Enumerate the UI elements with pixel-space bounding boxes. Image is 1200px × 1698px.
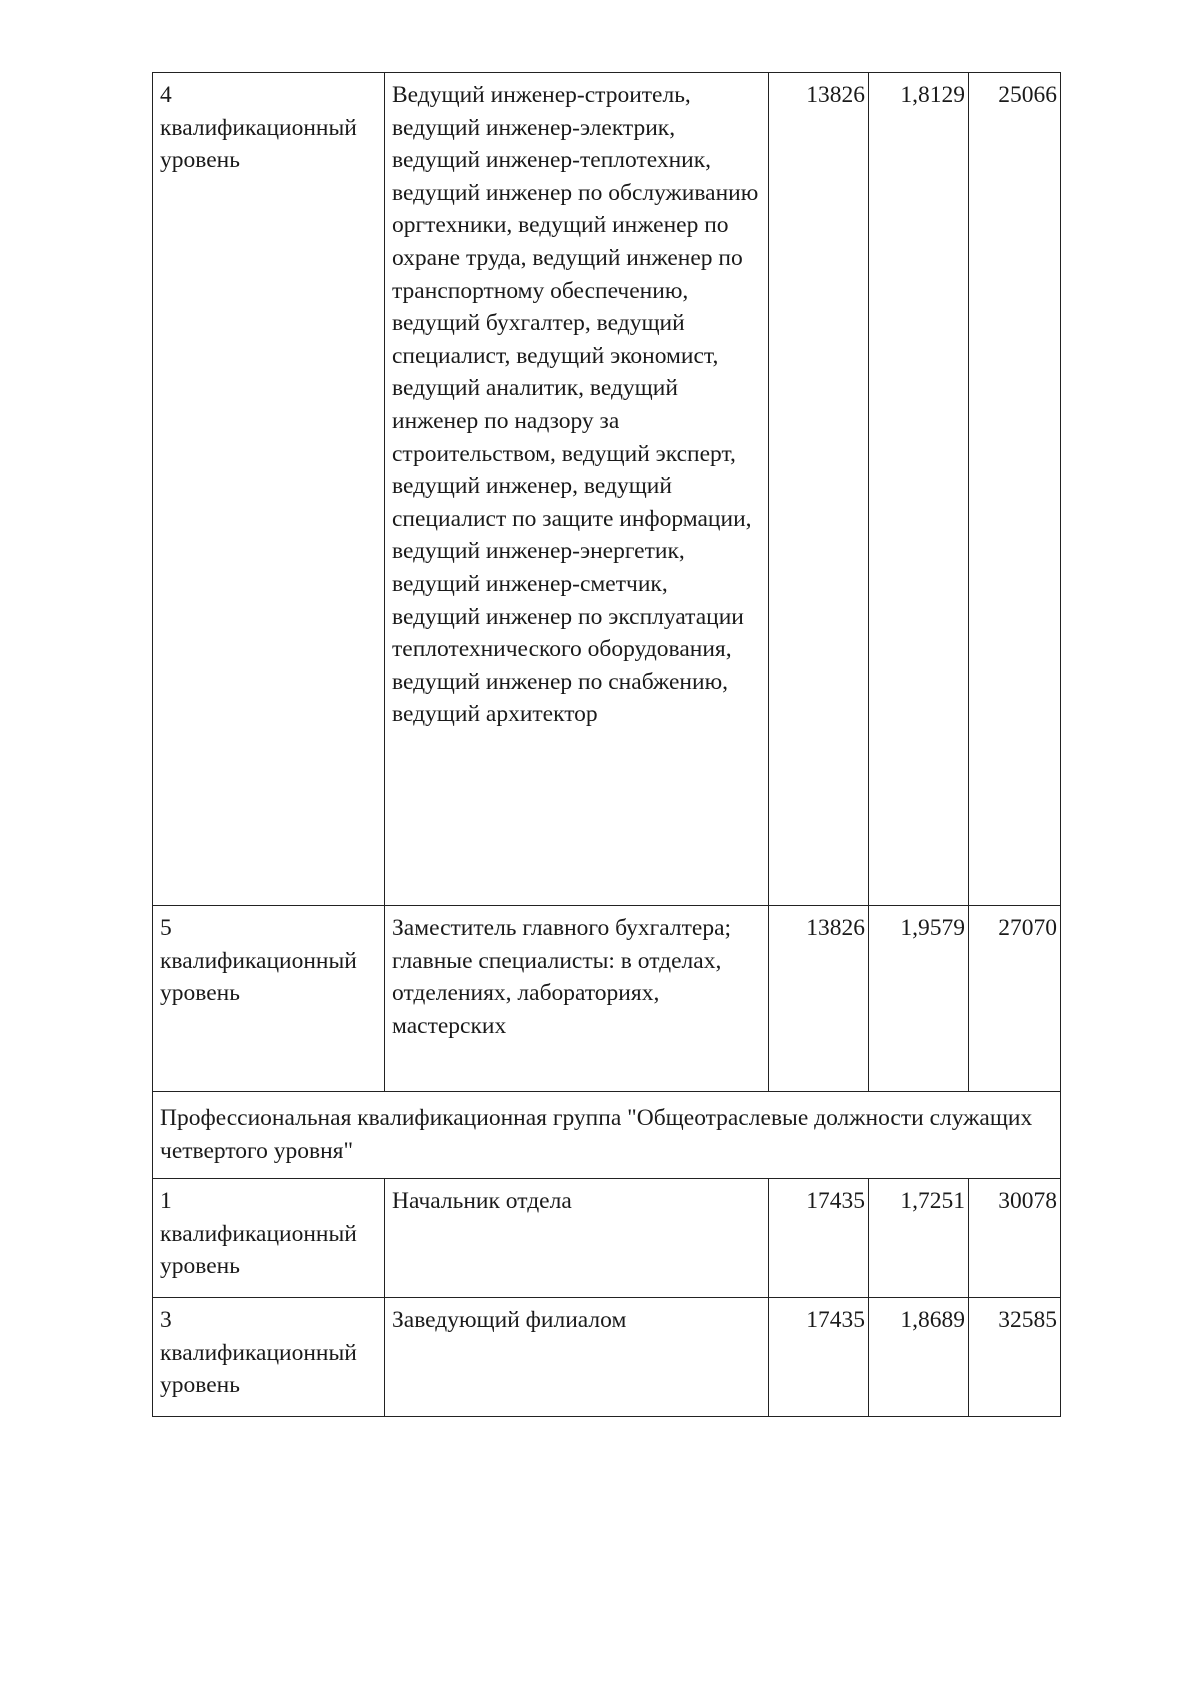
qualification-level-cell (153, 906, 385, 1092)
positions-cell: Заведующий филиалом (385, 1298, 769, 1417)
table-row (153, 1298, 1061, 1417)
base-salary-cell: 13826 (769, 73, 869, 906)
qualification-level-label: квалификационный уровень (160, 947, 357, 1007)
qualification-level-cell (153, 1298, 385, 1417)
group-header-row (153, 1092, 1061, 1179)
qualification-level-label: квалификационный уровень (160, 114, 357, 174)
coefficient-cell: 1,8129 (869, 73, 969, 906)
qualification-level-number: 1 (160, 1188, 172, 1214)
table-row (153, 1179, 1061, 1298)
qualification-level-label: квалификационный уровень (160, 1339, 357, 1399)
table-row (153, 906, 1061, 1092)
coefficient-cell: 1,8689 (869, 1298, 969, 1417)
salary-table (152, 72, 1061, 1417)
qualification-level-cell (153, 73, 385, 906)
salary-cell: 32585 (969, 1298, 1061, 1417)
base-salary-cell: 17435 (769, 1298, 869, 1417)
positions-cell: Ведущий инженер-строитель, ведущий инженер-электрик, ведущий инженер-теплотехник, ведущий инженер по обслуживанию оргтехники, ведущий инженер по охране труда, ведущий инженер по транспортному обеспечению, ведущий бухгалтер, ведущий специалист, ведущий экономист, ведущий аналитик, ведущий инженер по надзору за строительством, ведущий эксперт, ведущий инженер, ведущий специалист по защите информации, ведущий инженер-энергетик, ведущий инженер-сметчик, ведущий инженер по эксплуатации теплотехнического оборудования, ведущий инженер по снабжению, ведущий архитектор (385, 73, 769, 906)
coefficient-cell: 1,9579 (869, 906, 969, 1092)
professional-group-header: Профессиональная квалификационная группа "Общеотраслевые должности служащих четвертого уровня" (153, 1092, 1061, 1179)
qualification-level-number: 5 (160, 915, 172, 941)
base-salary-cell: 13826 (769, 906, 869, 1092)
salary-cell: 27070 (969, 906, 1061, 1092)
salary-cell: 30078 (969, 1179, 1061, 1298)
table-row (153, 73, 1061, 906)
qualification-level-number: 3 (160, 1307, 172, 1333)
qualification-level-number: 4 (160, 82, 172, 108)
salary-cell: 25066 (969, 73, 1061, 906)
positions-cell: Начальник отдела (385, 1179, 769, 1298)
qualification-level-label: квалификационный уровень (160, 1220, 357, 1280)
positions-cell: Заместитель главного бухгалтера; главные специалисты: в отделах, отделениях, лабораториях, мастерских (385, 906, 769, 1092)
qualification-level-cell (153, 1179, 385, 1298)
base-salary-cell: 17435 (769, 1179, 869, 1298)
coefficient-cell: 1,7251 (869, 1179, 969, 1298)
